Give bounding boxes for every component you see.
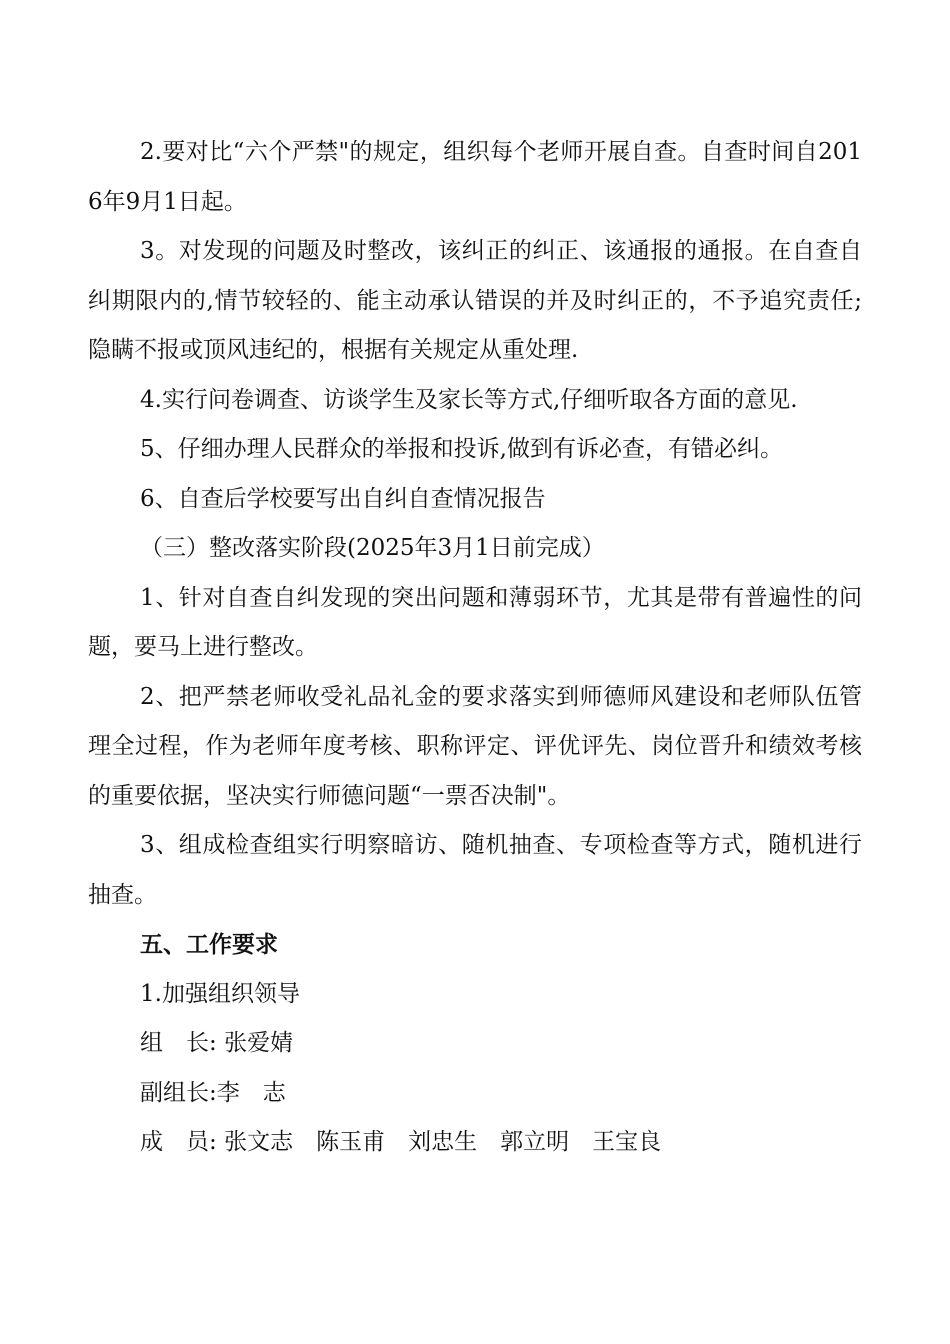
paragraph-survey: 4.实行问卷调查、访谈学生及家长等方式,仔细听取各方面的意见. [140, 386, 798, 413]
member-name: 刘忠生 [408, 1129, 478, 1155]
section-heading: 五、工作要求 [140, 931, 278, 958]
member-name: 郭立明 [500, 1129, 570, 1155]
leader-label: 组 长: [140, 1030, 217, 1056]
document-page [88, 128, 862, 1168]
paragraph-address-problems: 1、针对自查自纠发现的突出问题和薄弱环节，尤其是带有普遍性的问题，要马上进行整改。 [88, 584, 862, 660]
paragraph-rectify-issues: 3。对发现的问题及时整改，该纠正的纠正、该通报的通报。在自查自纠期限内的,情节较轻的、能主动承认错误的并及时纠正的，不予追究责任; 隐瞒不报或顶风违纪的，根据有关规定从重处理. [88, 238, 862, 363]
leader-name: 张爱婧 [224, 1030, 294, 1056]
member-name: 王宝良 [592, 1129, 662, 1155]
paragraph-inspection: 3、组成检查组实行明察暗访、随机抽查、专项检查等方式，随机进行抽查。 [88, 832, 862, 908]
paragraph-gift-ban: 2、把严禁老师收受礼品礼金的要求落实到师德师风建设和老师队伍管理全过程，作为老师年度考核、职称评定、评优评先、岗位晋升和绩效考核的重要依据，坚决实行师德问题“一票否决制"。 [88, 683, 862, 809]
subsection-title: 1.加强组织领导 [140, 980, 300, 1007]
deputy-line [88, 1069, 862, 1119]
paragraph-stage-three: （三）整改落实阶段(2025年3月1日前完成） [140, 535, 605, 561]
member-name: 张文志 [224, 1129, 294, 1155]
paragraph-self-check: 2.要对比“六个严禁"的规定，组织每个老师开展自查。自查时间自2016年9月1日起。 [88, 139, 862, 215]
members-label: 成 员: [140, 1129, 217, 1155]
deputy-label: 副组长: [140, 1079, 217, 1106]
paragraph-complaints: 5、仔细办理人民群众的举报和投诉,做到有诉必查，有错必纠。 [140, 436, 783, 462]
member-name: 陈玉甫 [316, 1129, 386, 1155]
members-line [88, 1118, 862, 1168]
deputy-name: 李 志 [216, 1079, 286, 1106]
paragraph-report: 6、自查后学校要写出自纠自查情况报告 [140, 485, 546, 512]
leader-line [88, 1019, 862, 1069]
